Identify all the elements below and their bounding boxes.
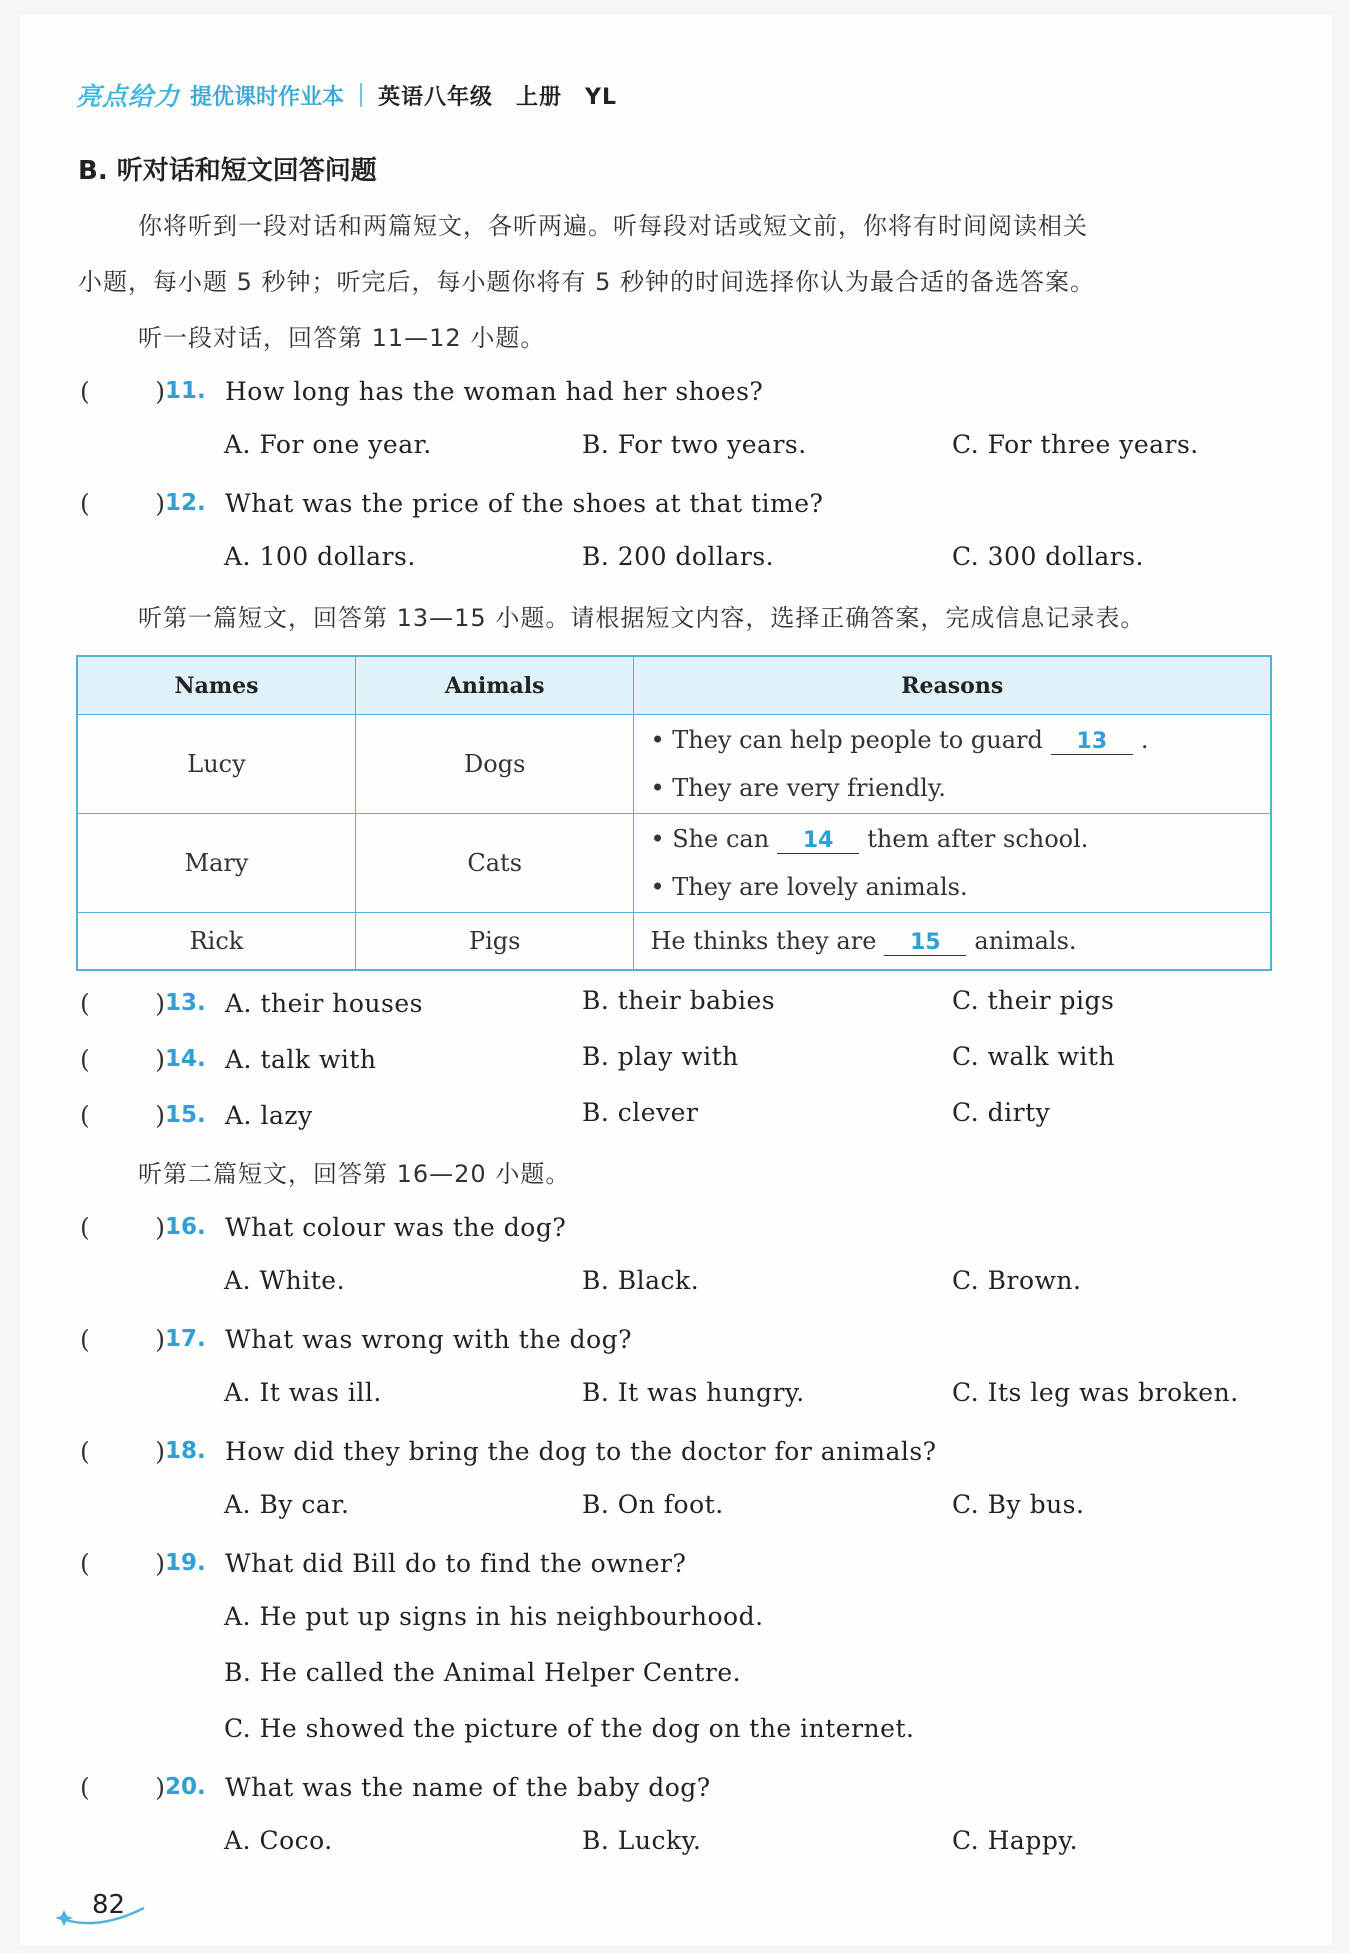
table-row — [77, 814, 1271, 913]
dialog-instruction: 听一段对话，回答第 11—12 小题。 — [138, 324, 546, 352]
option-a: A. It was ill. — [224, 1378, 382, 1407]
animal-cell: Cats — [355, 814, 634, 913]
question-19 — [80, 1546, 686, 1580]
option-c: C. By bus. — [952, 1490, 1085, 1519]
question-14 — [80, 1042, 377, 1076]
intro-line-1: 你将听到一段对话和两篇短文，各听两遍。听每段对话或短文前，你将有时间阅读相关 — [138, 212, 1088, 240]
question-number: 13. — [165, 990, 206, 1016]
answer-paren[interactable]: ( ) — [80, 1044, 165, 1074]
question-number: 16. — [165, 1214, 206, 1240]
answer-paren[interactable]: ( ) — [80, 376, 165, 406]
fill-blank-13[interactable]: 13 — [1051, 726, 1133, 755]
reason-line: • They are very friendly. — [650, 774, 946, 802]
header-divider — [360, 83, 362, 107]
reason-cell — [634, 814, 1271, 913]
subject-label: 英语八年级 上册 YL — [378, 84, 617, 110]
question-13 — [80, 986, 423, 1020]
fill-blank-14[interactable]: 14 — [777, 825, 859, 854]
answer-paren[interactable]: ( ) — [80, 988, 165, 1018]
option-c: C. walk with — [952, 1042, 1116, 1071]
option-b: B. clever — [582, 1098, 699, 1127]
option-c: C. their pigs — [952, 986, 1115, 1015]
page — [20, 15, 1332, 1945]
option-a: A. their houses — [225, 988, 423, 1018]
question-text: How did they bring the dog to the doctor for animals? — [225, 1436, 937, 1466]
option-b: B. 200 dollars. — [582, 542, 775, 571]
animal-cell: Dogs — [355, 715, 634, 814]
answer-paren[interactable]: ( ) — [80, 1436, 165, 1466]
table-row — [77, 715, 1271, 814]
option-c: C. Happy. — [952, 1826, 1079, 1855]
option-a: A. Coco. — [224, 1826, 333, 1855]
question-text: What did Bill do to find the owner? — [225, 1548, 687, 1578]
question-text: How long has the woman had her shoes? — [225, 376, 764, 406]
option-a: A. lazy — [225, 1100, 313, 1130]
option-b: B. their babies — [582, 986, 776, 1015]
col-header-names: Names — [77, 656, 355, 715]
series-title: 提优课时作业本 — [190, 84, 345, 110]
reason-cell — [634, 715, 1271, 814]
option-c: C. 300 dollars. — [952, 542, 1144, 571]
option-c: C. dirty — [952, 1098, 1051, 1127]
question-text: What was wrong with the dog? — [225, 1324, 633, 1354]
option-b: B. Lucky. — [582, 1826, 702, 1855]
intro-line-2: 小题，每小题 5 秒钟；听完后，每小题你将有 5 秒钟的时间选择你认为最合适的备选答案。 — [78, 268, 1096, 296]
question-number: 11. — [165, 378, 206, 404]
question-number: 17. — [165, 1326, 206, 1352]
answer-paren[interactable]: ( ) — [80, 1548, 165, 1578]
question-number: 19. — [165, 1550, 206, 1576]
animal-cell: Pigs — [355, 913, 634, 971]
answer-paren[interactable]: ( ) — [80, 1772, 165, 1802]
question-17 — [80, 1322, 632, 1356]
col-header-animals: Animals — [355, 656, 634, 715]
fill-blank-15[interactable]: 15 — [884, 927, 966, 956]
question-number: 14. — [165, 1046, 206, 1072]
name-cell: Lucy — [77, 715, 355, 814]
question-number: 12. — [165, 490, 206, 516]
question-20 — [80, 1770, 711, 1804]
option-a: A. For one year. — [224, 430, 432, 459]
question-16 — [80, 1210, 566, 1244]
reason-cell — [634, 913, 1271, 971]
passage2-instruction: 听第二篇短文，回答第 16—20 小题。 — [138, 1160, 571, 1188]
question-18 — [80, 1434, 937, 1468]
option-b: B. For two years. — [582, 430, 807, 459]
col-header-reasons: Reasons — [634, 656, 1271, 715]
option-a: A. talk with — [225, 1044, 377, 1074]
info-record-table — [76, 655, 1272, 971]
name-cell: Rick — [77, 913, 355, 971]
reason-line: • They can help people to guard 13 . — [650, 726, 1149, 754]
passage1-instruction: 听第一篇短文，回答第 13—15 小题。请根据短文内容，选择正确答案，完成信息记录表。 — [138, 604, 1146, 632]
option-a: A. By car. — [224, 1490, 350, 1519]
option-b: B. Black. — [582, 1266, 700, 1295]
answer-paren[interactable]: ( ) — [80, 1212, 165, 1242]
option-c: C. He showed the picture of the dog on the internet. — [224, 1714, 915, 1743]
option-b: B. It was hungry. — [582, 1378, 805, 1407]
question-number: 20. — [165, 1774, 206, 1800]
option-c: C. Brown. — [952, 1266, 1082, 1295]
answer-paren[interactable]: ( ) — [80, 488, 165, 518]
question-text: What colour was the dog? — [225, 1212, 567, 1242]
question-12 — [80, 486, 823, 520]
section-title: B. 听对话和短文回答问题 — [78, 156, 377, 186]
table-row — [77, 913, 1271, 971]
option-a: A. He put up signs in his neighbourhood. — [224, 1602, 764, 1631]
reason-line: • She can 14 them after school. — [650, 825, 1089, 853]
answer-paren[interactable]: ( ) — [80, 1100, 165, 1130]
option-b: B. play with — [582, 1042, 739, 1071]
option-c: C. For three years. — [952, 430, 1199, 459]
option-b: B. He called the Animal Helper Centre. — [224, 1658, 742, 1687]
option-a: A. 100 dollars. — [224, 542, 416, 571]
question-number: 15. — [165, 1102, 206, 1128]
question-number: 18. — [165, 1438, 206, 1464]
option-c: C. Its leg was broken. — [952, 1378, 1239, 1407]
table-header-row — [77, 656, 1271, 715]
page-number: 82 — [92, 1890, 126, 1920]
brand-logo: 亮点给力 — [76, 82, 181, 111]
name-cell: Mary — [77, 814, 355, 913]
question-11 — [80, 374, 763, 408]
question-text: What was the name of the baby dog? — [225, 1772, 711, 1802]
reason-line: • They are lovely animals. — [650, 873, 968, 901]
reason-line: He thinks they are 15 animals. — [650, 927, 1077, 955]
option-a: A. White. — [224, 1266, 346, 1295]
option-b: B. On foot. — [582, 1490, 724, 1519]
answer-paren[interactable]: ( ) — [80, 1324, 165, 1354]
page-header — [76, 78, 617, 112]
question-text: What was the price of the shoes at that time? — [225, 488, 824, 518]
question-15 — [80, 1098, 313, 1132]
